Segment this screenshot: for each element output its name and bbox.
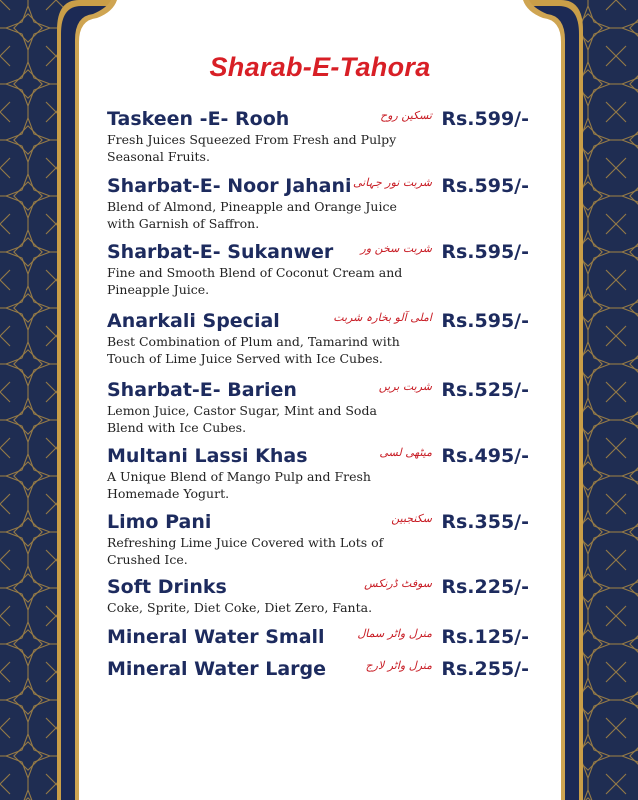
menu-item [107, 240, 547, 298]
menu-item-urdu-name: شربت نور جہانی [352, 176, 432, 189]
menu-item [107, 444, 547, 502]
menu-item [107, 625, 547, 649]
menu-item-description: Blend of Almond, Pineapple and Orange Juice with Garnish of Saffron. [107, 199, 397, 231]
menu-item [107, 378, 547, 436]
menu-item [107, 575, 547, 616]
menu-item-urdu-name: سوفٹ ڈرنکس [364, 577, 432, 590]
menu-item-urdu-name: شربت سخن ور [360, 242, 432, 255]
menu-item-description: Fresh Juices Squeezed From Fresh and Pulpy Seasonal Fruits. [107, 132, 397, 164]
menu-item [107, 174, 547, 232]
menu-item-name: Mineral Water Small [107, 626, 325, 648]
menu-item-description: Refreshing Lime Juice Covered with Lots of Crushed Ice. [107, 535, 384, 567]
menu-item-price: Rs.125/- [441, 626, 529, 648]
menu-item-price: Rs.355/- [441, 511, 529, 533]
menu-item-name: Sharbat-E- Sukanwer [107, 241, 334, 263]
menu-item [107, 107, 547, 165]
menu-item-name: Multani Lassi Khas [107, 445, 308, 467]
menu-item-price: Rs.255/- [441, 658, 529, 680]
menu-item-price: Rs.595/- [441, 241, 529, 263]
menu-item-urdu-name: منرل واٹر سمال [357, 627, 432, 640]
menu-item [107, 309, 547, 367]
menu-item-name: Sharbat-E- Barien [107, 379, 297, 401]
menu-item-urdu-name: تسکین روح [380, 109, 432, 122]
menu-item-description: Coke, Sprite, Diet Coke, Diet Zero, Fanta. [107, 600, 373, 615]
menu-item-price: Rs.599/- [441, 108, 529, 130]
menu-item-description: Lemon Juice, Castor Sugar, Mint and Soda Blend with Ice Cubes. [107, 403, 377, 435]
menu-item [107, 510, 547, 568]
menu-item-urdu-name: املی آلو بخارہ شربت [333, 311, 432, 324]
menu-item-description: A Unique Blend of Mango Pulp and Fresh Homemade Yogurt. [107, 469, 371, 501]
menu-item-price: Rs.595/- [441, 175, 529, 197]
menu-item-price: Rs.495/- [441, 445, 529, 467]
menu-item-name: Anarkali Special [107, 310, 280, 332]
menu-item-name: Soft Drinks [107, 576, 227, 598]
menu-title: Sharab-E-Tahora [209, 52, 431, 82]
menu-item-description: Fine and Smooth Blend of Coconut Cream and Pineapple Juice. [107, 265, 403, 297]
menu-item-price: Rs.525/- [441, 379, 529, 401]
menu-item-urdu-name: منرل واٹر لارج [365, 659, 432, 672]
menu-item-name: Sharbat-E- Noor Jahani [107, 175, 352, 197]
menu-item-urdu-name: سکنجبین [391, 512, 432, 525]
menu-item-price: Rs.595/- [441, 310, 529, 332]
menu-item [107, 657, 547, 681]
menu-item-name: Mineral Water Large [107, 658, 326, 680]
menu-item-name: Taskeen -E- Rooh [107, 108, 290, 130]
menu-item-description: Best Combination of Plum and, Tamarind with Touch of Lime Juice Served with Ice Cubes. [107, 334, 400, 366]
menu-item-urdu-name: میٹھی لسی [379, 446, 432, 459]
menu-item-price: Rs.225/- [441, 576, 529, 598]
menu-item-urdu-name: شربت بریں [378, 380, 432, 393]
menu-item-name: Limo Pani [107, 511, 212, 533]
